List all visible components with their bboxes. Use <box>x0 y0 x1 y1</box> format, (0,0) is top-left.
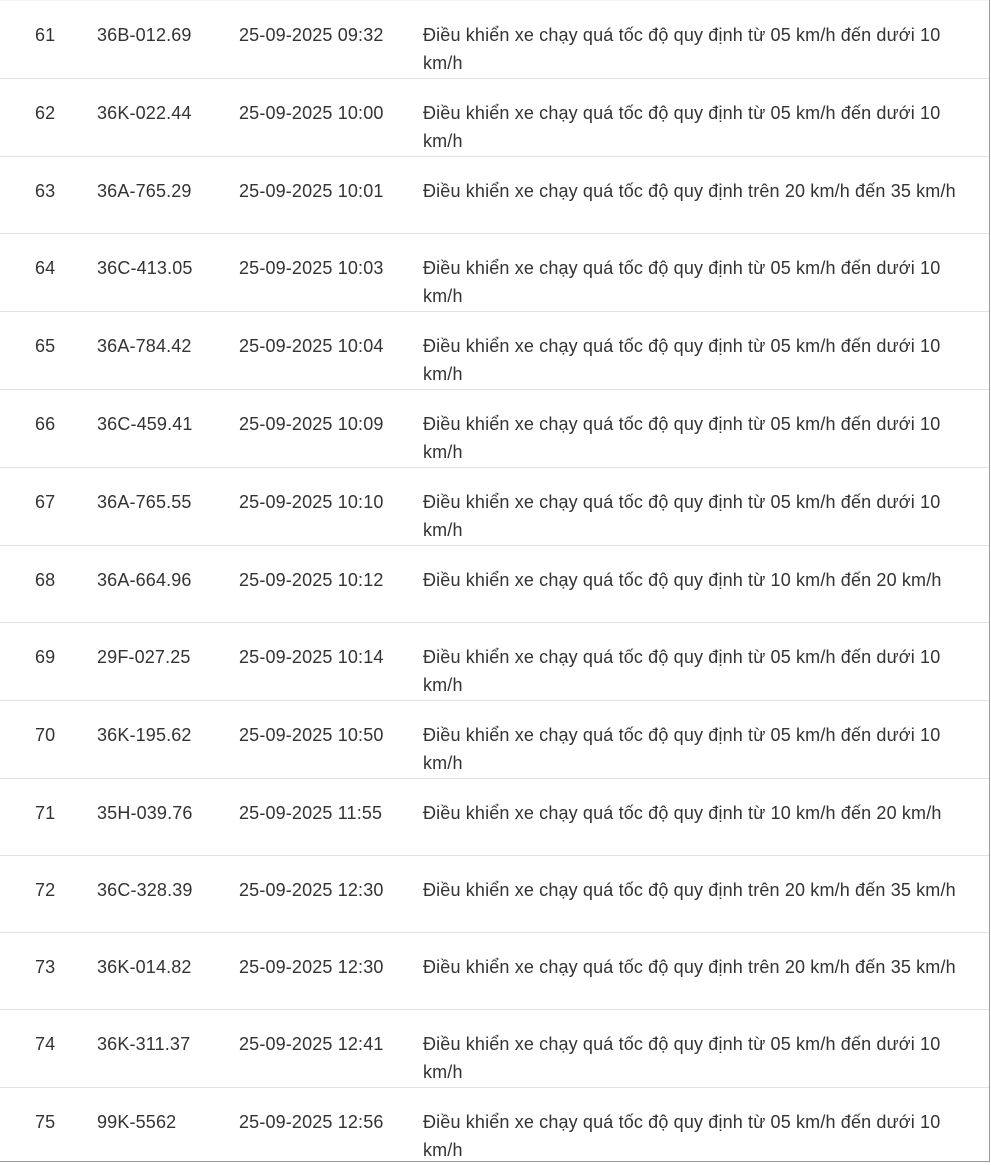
row-number-cell: 72 <box>0 856 91 933</box>
table-row <box>0 1 989 79</box>
table-row <box>0 390 989 468</box>
violation-time-cell: 25-09-2025 12:41 <box>233 1010 417 1088</box>
violation-description-cell: Điều khiển xe chạy quá tốc độ quy định từ 05 km/h đến dưới 10 km/h <box>417 1010 989 1088</box>
violation-description-cell: Điều khiển xe chạy quá tốc độ quy định từ 05 km/h đến dưới 10 km/h <box>417 79 989 157</box>
violation-time-cell: 25-09-2025 12:56 <box>233 1088 417 1165</box>
violation-time-cell: 25-09-2025 10:03 <box>233 234 417 312</box>
violation-time-cell: 25-09-2025 10:04 <box>233 312 417 390</box>
table-row <box>0 856 989 933</box>
violation-time-cell: 25-09-2025 10:00 <box>233 79 417 157</box>
violation-description-cell: Điều khiển xe chạy quá tốc độ quy định trên 20 km/h đến 35 km/h <box>417 856 989 933</box>
table-row <box>0 157 989 234</box>
violation-description-cell: Điều khiển xe chạy quá tốc độ quy định từ 05 km/h đến dưới 10 km/h <box>417 390 989 468</box>
license-plate-cell: 36B-012.69 <box>91 1 233 79</box>
row-number-cell: 71 <box>0 779 91 856</box>
license-plate-cell: 36K-195.62 <box>91 701 233 779</box>
license-plate-cell: 36C-413.05 <box>91 234 233 312</box>
violation-time-cell: 25-09-2025 10:09 <box>233 390 417 468</box>
violation-description-cell: Điều khiển xe chạy quá tốc độ quy định từ 05 km/h đến dưới 10 km/h <box>417 312 989 390</box>
table-row <box>0 468 989 546</box>
violation-description-cell: Điều khiển xe chạy quá tốc độ quy định từ 10 km/h đến 20 km/h <box>417 546 989 623</box>
violation-time-cell: 25-09-2025 10:01 <box>233 157 417 234</box>
row-number-cell: 67 <box>0 468 91 546</box>
row-number-cell: 75 <box>0 1088 91 1165</box>
row-number-cell: 65 <box>0 312 91 390</box>
violation-description-cell: Điều khiển xe chạy quá tốc độ quy định trên 20 km/h đến 35 km/h <box>417 157 989 234</box>
table-row <box>0 546 989 623</box>
violation-time-cell: 25-09-2025 10:12 <box>233 546 417 623</box>
row-number-cell: 73 <box>0 933 91 1010</box>
table-row <box>0 1010 989 1088</box>
violation-description-cell: Điều khiển xe chạy quá tốc độ quy định từ 05 km/h đến dưới 10 km/h <box>417 623 989 701</box>
violation-description-cell: Điều khiển xe chạy quá tốc độ quy định từ 05 km/h đến dưới 10 km/h <box>417 234 989 312</box>
license-plate-cell: 36K-022.44 <box>91 79 233 157</box>
row-number-cell: 68 <box>0 546 91 623</box>
row-number-cell: 64 <box>0 234 91 312</box>
violation-time-cell: 25-09-2025 10:10 <box>233 468 417 546</box>
license-plate-cell: 36A-784.42 <box>91 312 233 390</box>
license-plate-cell: 36C-459.41 <box>91 390 233 468</box>
row-number-cell: 69 <box>0 623 91 701</box>
table-row <box>0 701 989 779</box>
license-plate-cell: 36A-765.29 <box>91 157 233 234</box>
license-plate-cell: 36K-311.37 <box>91 1010 233 1088</box>
license-plate-cell: 36A-765.55 <box>91 468 233 546</box>
row-number-cell: 63 <box>0 157 91 234</box>
violation-description-cell: Điều khiển xe chạy quá tốc độ quy định trên 20 km/h đến 35 km/h <box>417 933 989 1010</box>
license-plate-cell: 36A-664.96 <box>91 546 233 623</box>
violation-description-cell: Điều khiển xe chạy quá tốc độ quy định từ 05 km/h đến dưới 10 km/h <box>417 1088 989 1165</box>
violation-description-cell: Điều khiển xe chạy quá tốc độ quy định từ 05 km/h đến dưới 10 km/h <box>417 1 989 79</box>
table-row <box>0 312 989 390</box>
table-row <box>0 1088 989 1165</box>
violations-table-body <box>0 1 989 1165</box>
row-number-cell: 74 <box>0 1010 91 1088</box>
table-row <box>0 933 989 1010</box>
table-row <box>0 79 989 157</box>
license-plate-cell: 36C-328.39 <box>91 856 233 933</box>
license-plate-cell: 36K-014.82 <box>91 933 233 1010</box>
violation-description-cell: Điều khiển xe chạy quá tốc độ quy định từ 10 km/h đến 20 km/h <box>417 779 989 856</box>
license-plate-cell: 35H-039.76 <box>91 779 233 856</box>
row-number-cell: 61 <box>0 1 91 79</box>
violation-description-cell: Điều khiển xe chạy quá tốc độ quy định từ 05 km/h đến dưới 10 km/h <box>417 468 989 546</box>
violation-time-cell: 25-09-2025 11:55 <box>233 779 417 856</box>
violation-time-cell: 25-09-2025 10:50 <box>233 701 417 779</box>
violation-time-cell: 25-09-2025 12:30 <box>233 856 417 933</box>
row-number-cell: 62 <box>0 79 91 157</box>
violation-time-cell: 25-09-2025 12:30 <box>233 933 417 1010</box>
violation-time-cell: 25-09-2025 09:32 <box>233 1 417 79</box>
row-number-cell: 66 <box>0 390 91 468</box>
violation-description-cell: Điều khiển xe chạy quá tốc độ quy định từ 05 km/h đến dưới 10 km/h <box>417 701 989 779</box>
license-plate-cell: 29F-027.25 <box>91 623 233 701</box>
license-plate-cell: 99K-5562 <box>91 1088 233 1165</box>
table-row <box>0 779 989 856</box>
violation-time-cell: 25-09-2025 10:14 <box>233 623 417 701</box>
table-row <box>0 234 989 312</box>
row-number-cell: 70 <box>0 701 91 779</box>
table-row <box>0 623 989 701</box>
